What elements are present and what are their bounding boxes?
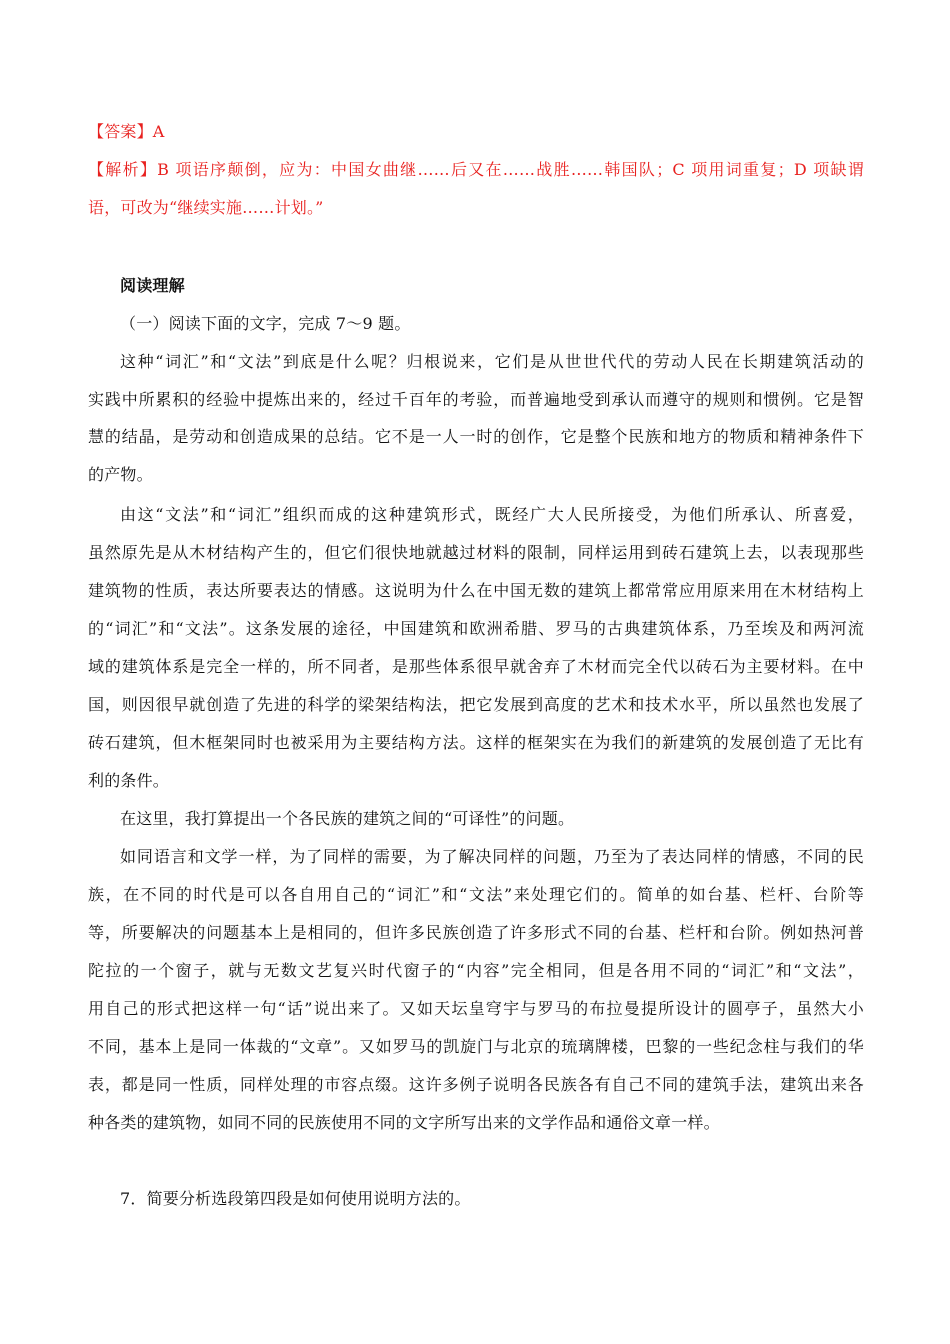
paragraph-2-line: 域的建筑体系是完全一样的，所不同者，是那些体系很早就舍弃了木材而完全代以砖石为主要材料。在中 (88, 657, 864, 676)
analysis-line-1: 【解析】B 项语序颠倒，应为：中国女曲继……后又在……战胜……韩国队；C 项用词重复；D 项缺谓 (88, 160, 864, 179)
paragraph-2-line: 建筑物的性质，表达所要表达的情感。这说明为什么在中国无数的建筑上都常常应用原来用在木材结构上 (88, 581, 864, 600)
paragraph-2-line: 由这“文法”和“词汇”组织而成的这种建筑形式，既经广大人民所接受，为他们所承认、所喜爱， (120, 505, 864, 524)
section-instruction: （一）阅读下面的文字，完成 7～9 题。 (120, 314, 411, 333)
answer-label: 【答案】A (88, 122, 165, 141)
paragraph-1-line: 慧的结晶，是劳动和创造成果的总结。它不是一人一时的创作，它是整个民族和地方的物质和精神条件下 (88, 427, 864, 446)
paragraph-4-line: 种各类的建筑物，如同不同的民族使用不同的文字所写出来的文学作品和通俗文章一样。 (88, 1113, 720, 1132)
paragraph-1-line: 实践中所累积的经验中提炼出来的，经过千百年的考验，而普遍地受到承认而遵守的规则和惯例。它是智 (88, 390, 864, 409)
paragraph-4-line: 族，在不同的时代是可以各自用自己的“词汇”和“文法”来处理它们的。简单的如台基、栏杆、台阶等 (88, 885, 864, 904)
paragraph-4-line: 如同语言和文学一样，为了同样的需要，为了解决同样的问题，乃至为了表达同样的情感，不同的民 (120, 847, 864, 866)
paragraph-4-line: 不同，基本上是同一体裁的“文章”。又如罗马的凯旋门与北京的琉璃牌楼，巴黎的一些纪念柱与我们的华 (88, 1037, 864, 1056)
paragraph-2-line: 虽然原先是从木材结构产生的，但它们很快地就越过材料的限制，同样运用到砖石建筑上去，以表现那些 (88, 543, 864, 562)
question-7: 7．简要分析选段第四段是如何使用说明方法的。 (120, 1189, 471, 1208)
paragraph-1-line: 的产物。 (88, 465, 153, 484)
analysis-line-2: 语，可改为“继续实施……计划。” (88, 198, 324, 217)
paragraph-1-line: 这种“词汇”和“文法”到底是什么呢？归根说来，它们是从世世代代的劳动人民在长期建筑活动的 (120, 352, 864, 371)
paragraph-2-line: 砖石建筑，但木框架同时也被采用为主要结构方法。这样的框架实在为我们的新建筑的发展创造了无比有 (88, 733, 864, 752)
paragraph-4-line: 表，都是同一性质，同样处理的市容点缀。这许多例子说明各民族各有自己不同的建筑手法，建筑出来各 (88, 1075, 864, 1094)
paragraph-3-line: 在这里，我打算提出一个各民族的建筑之间的“可译性”的问题。 (120, 809, 575, 828)
paragraph-2-line: 的“词汇”和“文法”。这条发展的途径，中国建筑和欧洲希腊、罗马的古典建筑体系，乃至埃及和两河流 (88, 619, 864, 638)
paragraph-4-line: 等，所要解决的问题基本上是相同的，但许多民族创造了许多形式不同的台基、栏杆和台阶。例如热河普 (88, 923, 864, 942)
paragraph-2-line: 国，则因很早就创造了先进的科学的梁架结构法，把它发展到高度的艺术和技术水平，所以虽然也发展了 (88, 695, 864, 714)
paragraph-4-line: 用自己的形式把这样一句“话”说出来了。又如天坛皇穹宇与罗马的布拉曼提所设计的圆亭子，虽然大小 (88, 999, 864, 1018)
section-heading: 阅读理解 (120, 276, 185, 295)
paragraph-2-line: 利的条件。 (88, 771, 170, 790)
paragraph-4-line: 陀拉的一个窗子，就与无数文艺复兴时代窗子的“内容”完全相同，但是各用不同的“词汇”和“文法”， (88, 961, 864, 980)
